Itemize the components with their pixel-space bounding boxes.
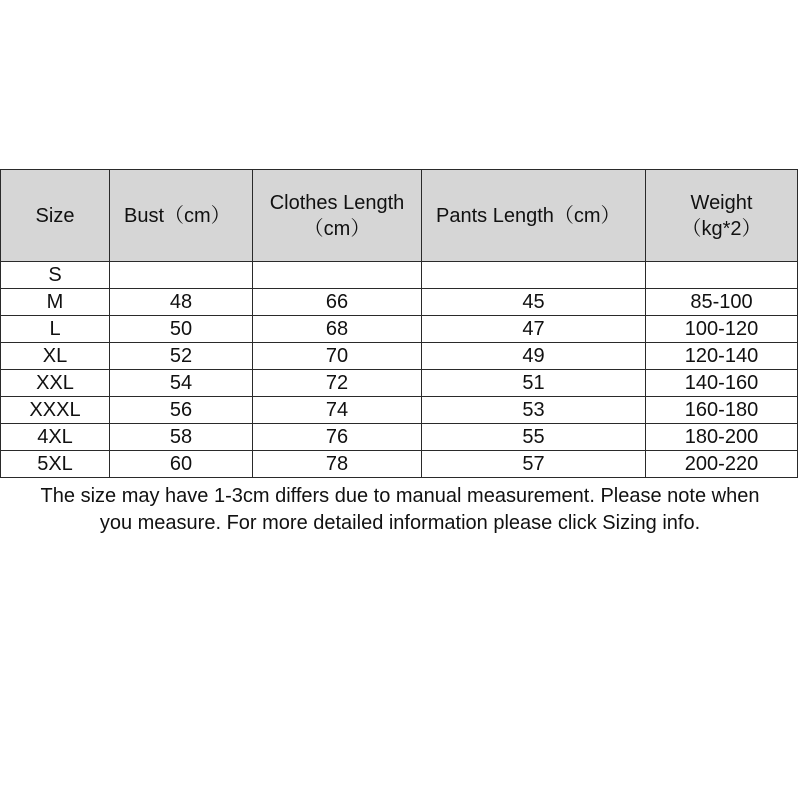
header-pants-length-label: Pants Length（cm） [436, 204, 621, 227]
bust-cell: 56 [110, 397, 253, 424]
clothes-length-cell: 76 [253, 424, 422, 451]
clothes-length-cell: 70 [253, 343, 422, 370]
pants-length-cell: 55 [422, 424, 646, 451]
table-row [1, 262, 798, 289]
table-row [1, 370, 798, 397]
weight-cell: 100-120 [646, 316, 798, 343]
pants-length-cell: 51 [422, 370, 646, 397]
weight-cell: 160-180 [646, 397, 798, 424]
measurement-note-line-2: you measure. For more detailed information please click Sizing info. [99, 512, 701, 534]
clothes-length-cell: 66 [253, 289, 422, 316]
pants-length-cell: 47 [422, 316, 646, 343]
weight-cell: 120-140 [646, 343, 798, 370]
size-cell: XL [1, 343, 110, 370]
table-row [1, 289, 798, 316]
header-size-label: Size [35, 204, 75, 227]
clothes-length-cell: 74 [253, 397, 422, 424]
table-row [1, 316, 798, 343]
measurement-note-line-1: The size may have 1-3cm differs due to manual measurement. Please note when [40, 485, 760, 507]
pants-length-cell: 49 [422, 343, 646, 370]
header-bust [110, 170, 253, 262]
pants-length-cell: 57 [422, 451, 646, 478]
clothes-length-cell [253, 262, 422, 289]
header-clothes-length-label: Clothes Length [269, 191, 405, 214]
bust-cell: 58 [110, 424, 253, 451]
bust-cell: 60 [110, 451, 253, 478]
header-row [1, 170, 798, 262]
header-weight-label: Weight [690, 191, 753, 214]
header-weight [646, 170, 798, 262]
header-bust-label: Bust（cm） [124, 204, 231, 227]
table-row [1, 424, 798, 451]
header-pants-length [422, 170, 646, 262]
bust-cell [110, 262, 253, 289]
bust-cell: 48 [110, 289, 253, 316]
bust-cell: 54 [110, 370, 253, 397]
table-row [1, 397, 798, 424]
clothes-length-cell: 72 [253, 370, 422, 397]
clothes-length-cell: 68 [253, 316, 422, 343]
bust-cell: 50 [110, 316, 253, 343]
weight-cell: 140-160 [646, 370, 798, 397]
table-row [1, 451, 798, 478]
size-cell: L [1, 316, 110, 343]
size-cell: 4XL [1, 424, 110, 451]
header-weight-unit: （kg*2） [681, 217, 762, 240]
table-row [1, 343, 798, 370]
bust-cell: 52 [110, 343, 253, 370]
size-cell: 5XL [1, 451, 110, 478]
pants-length-cell: 53 [422, 397, 646, 424]
pants-length-cell [422, 262, 646, 289]
clothes-length-cell: 78 [253, 451, 422, 478]
size-cell: XXL [1, 370, 110, 397]
weight-cell: 85-100 [646, 289, 798, 316]
size-chart-table [0, 169, 798, 478]
measurement-note [0, 483, 800, 537]
header-clothes-length-unit: （cm） [303, 217, 371, 240]
header-size [1, 170, 110, 262]
size-cell: XXXL [1, 397, 110, 424]
pants-length-cell: 45 [422, 289, 646, 316]
weight-cell: 180-200 [646, 424, 798, 451]
header-clothes-length [253, 170, 422, 262]
size-cell: S [1, 262, 110, 289]
size-cell: M [1, 289, 110, 316]
weight-cell [646, 262, 798, 289]
weight-cell: 200-220 [646, 451, 798, 478]
